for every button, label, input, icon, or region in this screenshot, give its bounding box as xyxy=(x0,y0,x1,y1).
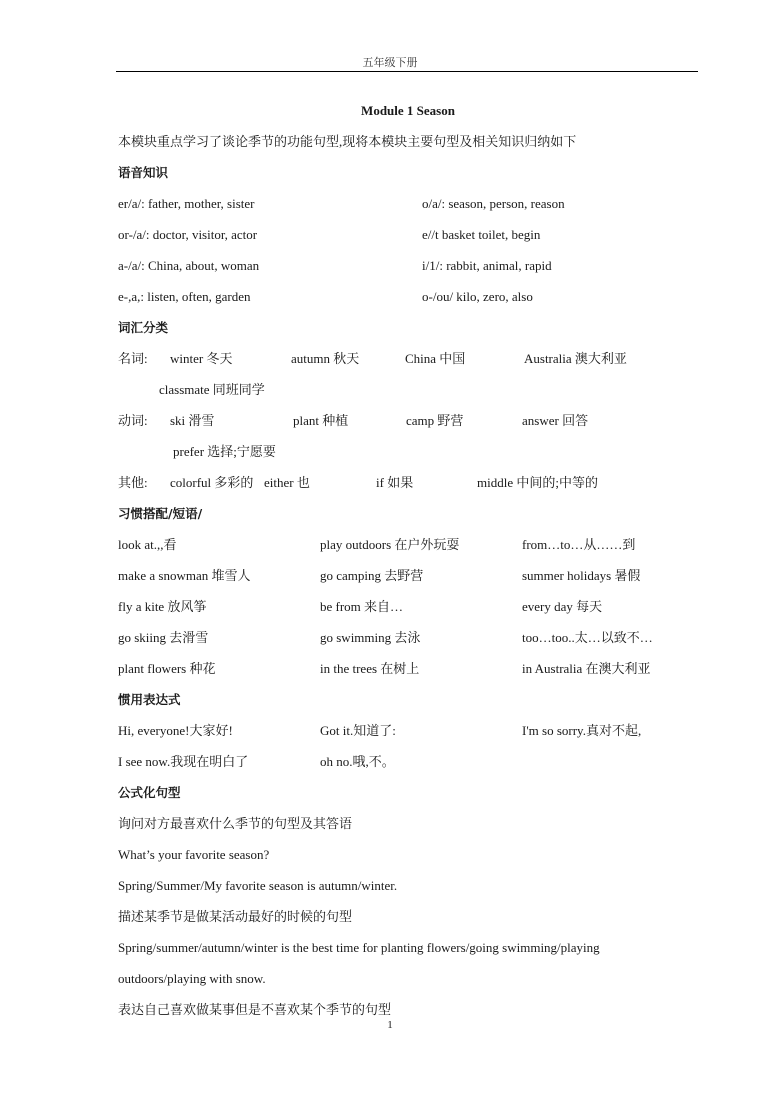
sentence-line: 描述某季节是做某活动最好的时候的句型 xyxy=(118,909,353,924)
phrase-item: in Australia 在澳大利亚 xyxy=(522,661,651,676)
phrase-item: too…too..太…以致不… xyxy=(522,630,653,645)
phonetics-row xyxy=(118,255,698,286)
vocab-item: middle 中间的;中等的 xyxy=(477,475,598,490)
page-number: 1 xyxy=(387,1019,393,1031)
phrase-item: make a snowman 堆雪人 xyxy=(118,568,251,583)
expressions-row xyxy=(118,751,698,782)
vocab-item: camp 野营 xyxy=(406,413,464,428)
phrase-item: go swimming 去泳 xyxy=(320,630,421,645)
expressions-row xyxy=(118,720,698,751)
vocab-nouns-row xyxy=(118,348,698,379)
sentences-heading: 公式化句型 xyxy=(118,785,181,800)
phonetics-row xyxy=(118,224,698,255)
phonetics-left: er/a/: father, mother, sister xyxy=(118,196,255,211)
vocab-item: autumn 秋天 xyxy=(291,351,360,366)
vocab-label: 名词: xyxy=(118,351,148,366)
phonetics-row xyxy=(118,193,698,224)
phrases-row xyxy=(118,627,698,658)
sentence-line: 表达自己喜欢做某事但是不喜欢某个季节的句型 xyxy=(118,1002,392,1017)
phrases-row xyxy=(118,534,698,565)
expression-item: Hi, everyone!大家好! xyxy=(118,723,233,738)
vocab-item: China 中国 xyxy=(405,351,466,366)
vocab-nouns-extra-row xyxy=(118,379,698,410)
page-title: Module 1 Season xyxy=(361,103,455,118)
phrase-item: look at.,,看 xyxy=(118,537,177,552)
vocab-item: colorful 多彩的 xyxy=(170,475,254,490)
vocab-label: 其他: xyxy=(118,475,148,490)
vocab-label: 动词: xyxy=(118,413,148,428)
expression-item: I'm so sorry.真对不起, xyxy=(522,723,642,738)
phonetics-row xyxy=(118,286,698,317)
sentence-line: outdoors/playing with snow. xyxy=(118,971,266,986)
vocab-verbs-row xyxy=(118,410,698,441)
phrase-item: every day 每天 xyxy=(522,599,603,614)
phrase-item: from…to…从……到 xyxy=(522,537,636,552)
expression-item: I see now.我现在明白了 xyxy=(118,754,249,769)
phrase-item: go camping 去野营 xyxy=(320,568,424,583)
phonetics-right: e//t basket toilet, begin xyxy=(422,227,541,242)
vocab-item: prefer 选择;宁愿要 xyxy=(173,444,276,459)
phonetics-heading: 语音知识 xyxy=(118,165,169,180)
document-body xyxy=(118,100,698,1030)
sentence-line: 询问对方最喜欢什么季节的句型及其答语 xyxy=(118,816,353,831)
sentence-line: Spring/summer/autumn/winter is the best time for planting flowers/going swimming/playing xyxy=(118,940,600,955)
phrase-item: play outdoors 在户外玩耍 xyxy=(320,537,460,552)
vocab-item: ski 滑雪 xyxy=(170,413,215,428)
vocab-item: winter 冬天 xyxy=(170,351,233,366)
vocab-item: plant 种植 xyxy=(293,413,349,428)
vocab-item: answer 回答 xyxy=(522,413,589,428)
phrase-item: in the trees 在树上 xyxy=(320,661,420,676)
sentence-line: Spring/Summer/My favorite season is autumn/winter. xyxy=(118,878,398,893)
sentence-line: What’s your favorite season? xyxy=(118,847,270,862)
phrase-item: fly a kite 放风筝 xyxy=(118,599,207,614)
phonetics-left: or-/a/: doctor, visitor, actor xyxy=(118,227,258,242)
vocab-item: Australia 澳大利亚 xyxy=(524,351,627,366)
expression-item: oh no.哦,不。 xyxy=(320,754,395,769)
header-rule xyxy=(116,71,698,72)
page-header: 五年级下册 xyxy=(362,57,418,69)
vocab-others-row xyxy=(118,472,698,503)
expressions-heading: 惯用表达式 xyxy=(118,692,181,707)
phrase-item: plant flowers 种花 xyxy=(118,661,216,676)
phrases-row xyxy=(118,658,698,689)
vocab-item: either 也 xyxy=(264,475,310,490)
vocab-item: classmate 同班同学 xyxy=(159,382,265,397)
vocab-verbs-extra-row xyxy=(118,441,698,472)
phrases-row xyxy=(118,565,698,596)
phrases-heading: 习惯搭配/短语/ xyxy=(118,506,203,521)
phonetics-right: o-/ou/ kilo, zero, also xyxy=(422,289,533,304)
phrase-item: summer holidays 暑假 xyxy=(522,568,641,583)
phrase-item: be from 来自… xyxy=(320,599,404,614)
vocab-item: if 如果 xyxy=(376,475,414,490)
expression-item: Got it.知道了: xyxy=(320,723,396,738)
phrase-item: go skiing 去滑雪 xyxy=(118,630,209,645)
phrases-row xyxy=(118,596,698,627)
vocabulary-heading: 词汇分类 xyxy=(118,320,169,335)
phonetics-right: i/1/: rabbit, animal, rapid xyxy=(422,258,552,273)
phonetics-right: o/a/: season, person, reason xyxy=(422,196,565,211)
phonetics-left: e-,a,: listen, often, garden xyxy=(118,289,251,304)
intro-text: 本模块重点学习了谈论季节的功能句型,现将本模块主要句型及相关知识归纳如下 xyxy=(118,134,577,149)
phonetics-left: a-/a/: China, about, woman xyxy=(118,258,260,273)
